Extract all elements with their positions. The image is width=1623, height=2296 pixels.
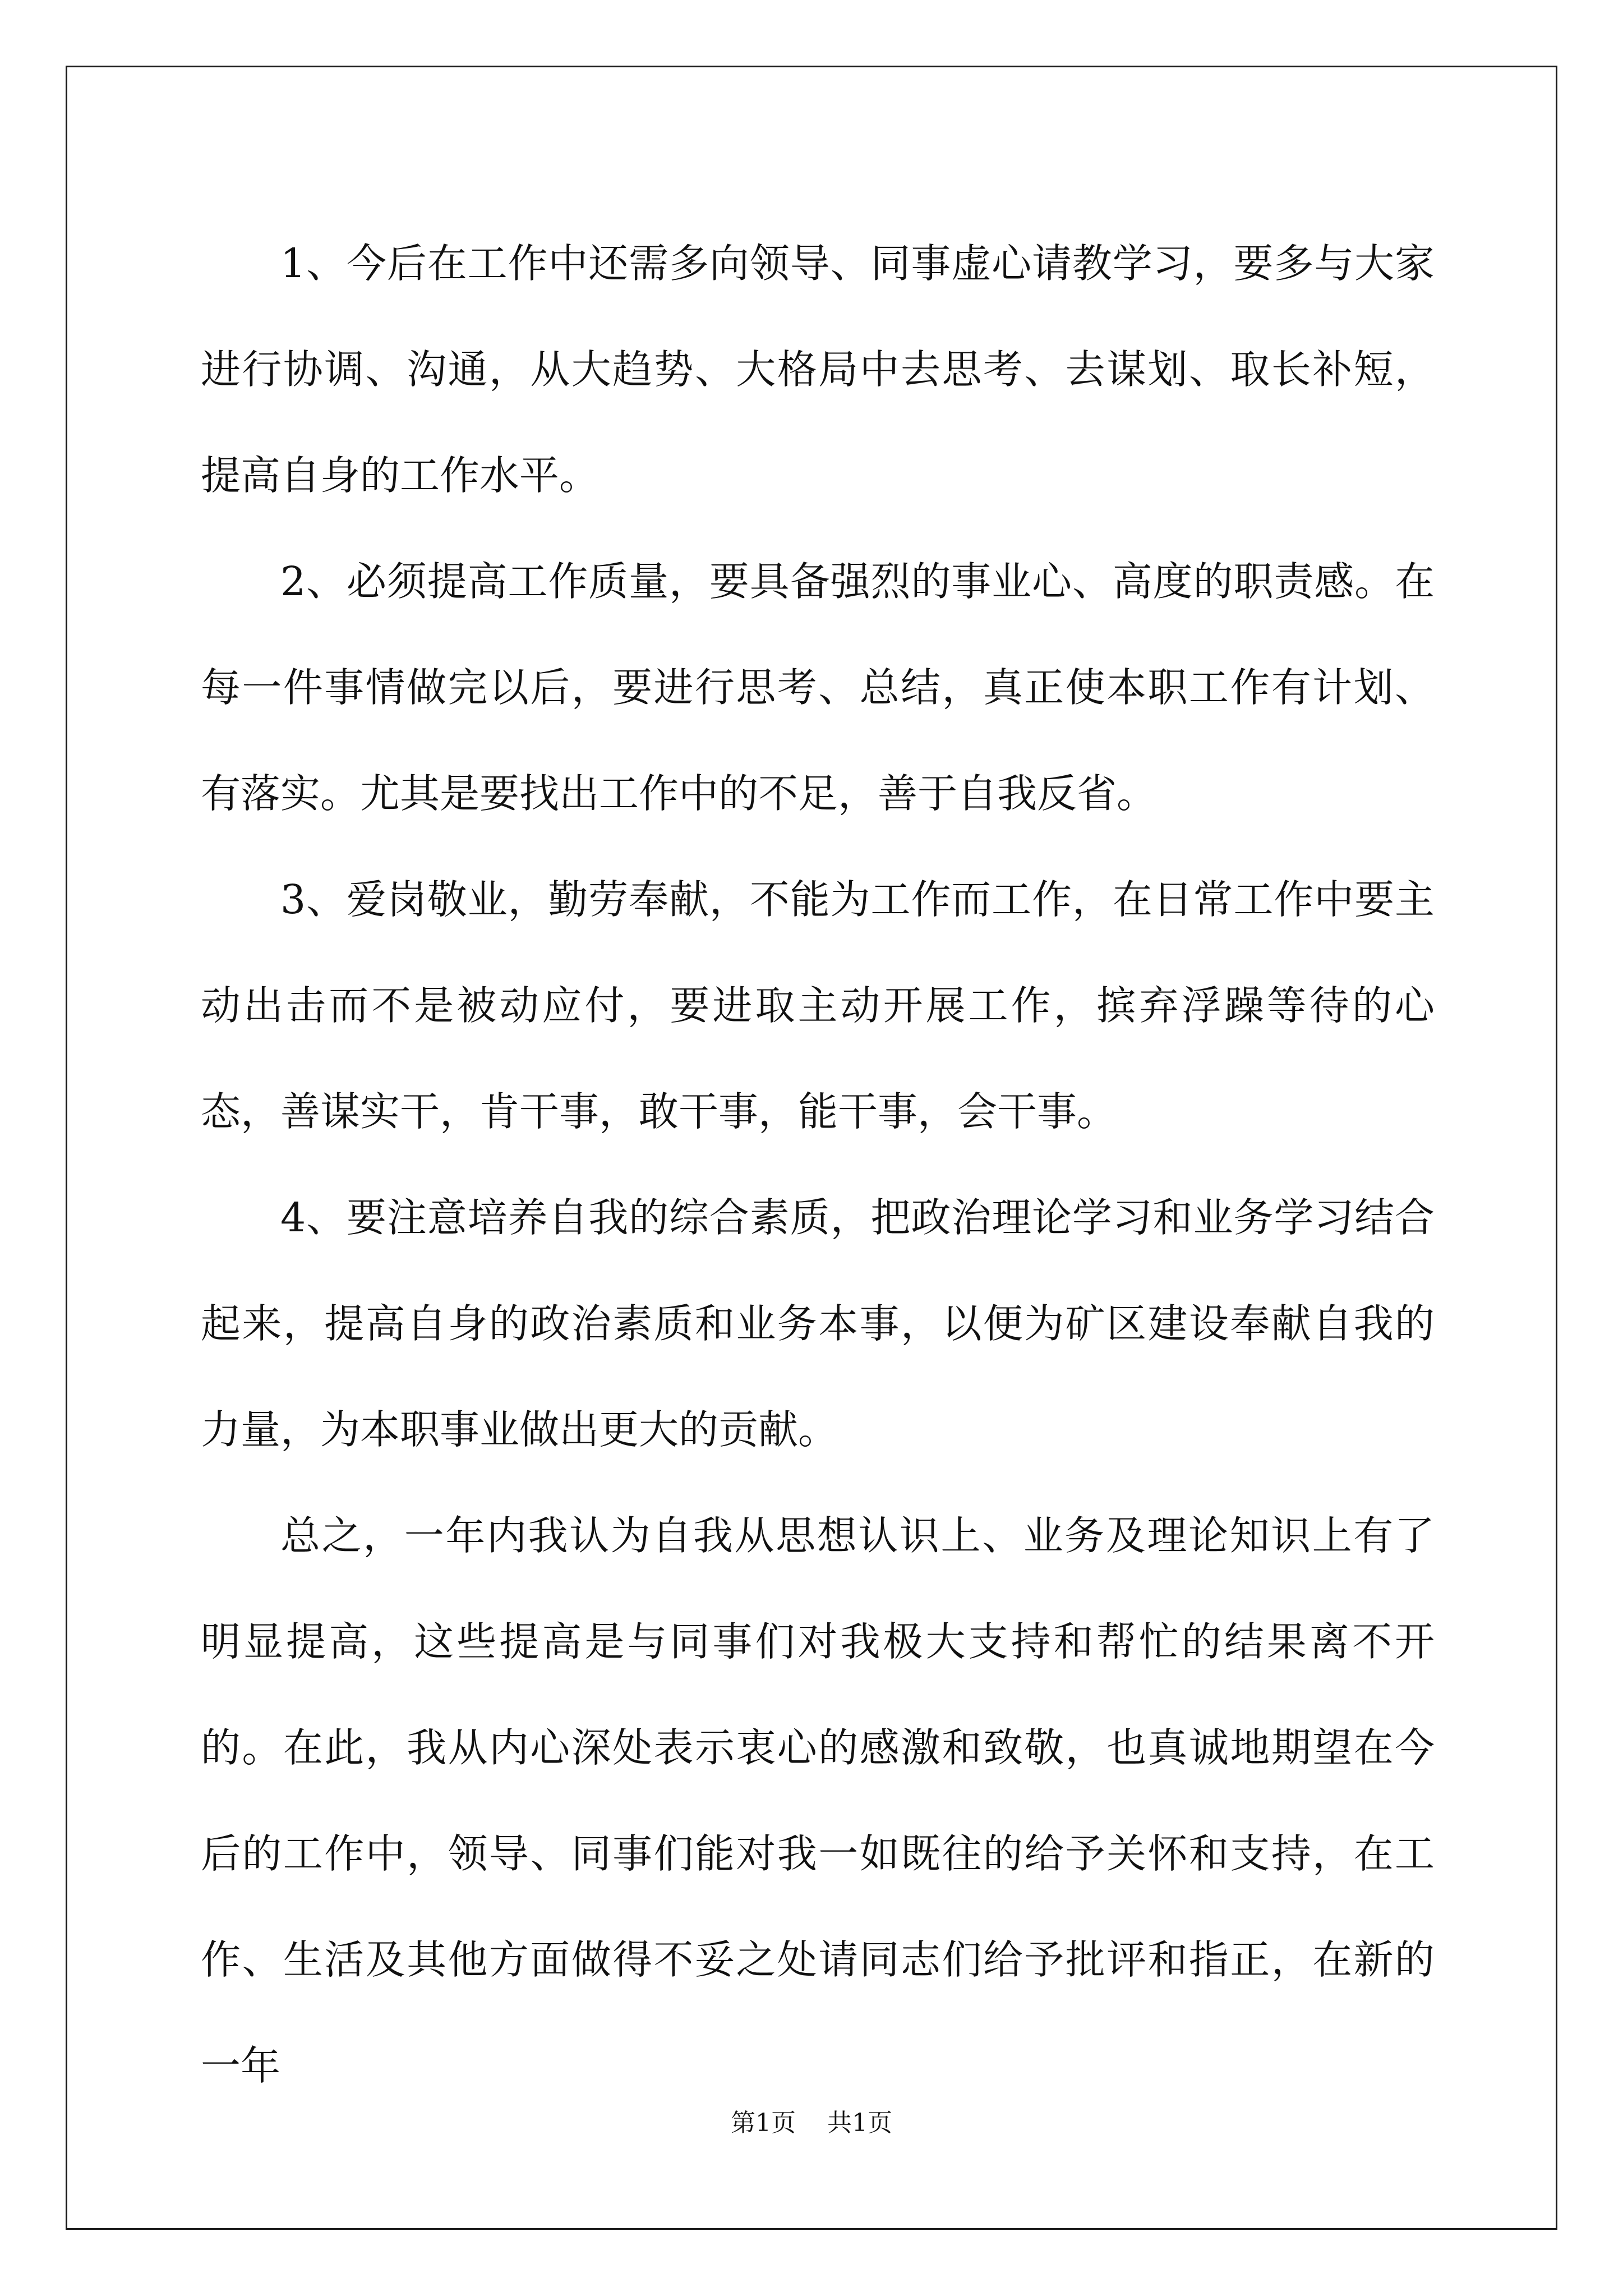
- page-footer: [0, 2102, 1623, 2138]
- page-number-total: 共1页: [827, 2109, 892, 2137]
- paragraph-5: 总之，一年内我认为自我从思想认识上、业务及理论知识上有了明显提高，这些提高是与同事们对我极大支持和帮忙的结果离不开的。在此，我从内心深处表示衷心的感激和致敬，也真诚地期望在今后的工作中，领导、同事们能对我一如既往的给予关怀和支持，在工作、生活及其他方面做得不妥之处请同志们给予批评和指正，在新的一年: [201, 1512, 1435, 2089]
- paragraph-1: 1、今后在工作中还需多向领导、同事虚心请教学习，要多与大家进行协调、沟通，从大趋势、大格局中去思考、去谋划、取长补短，提高自身的工作水平。: [201, 240, 1435, 499]
- paragraph-3: 3、爱岗敬业，勤劳奉献，不能为工作而工作，在日常工作中要主动出击而不是被动应付，要进取主动开展工作，摈弃浮躁等待的心态，善谋实干，肯干事，敢干事，能干事，会干事。: [201, 876, 1435, 1135]
- paragraph-2: 2、必须提高工作质量，要具备强烈的事业心、高度的职责感。在每一件事情做完以后，要进行思考、总结，真正使本职工作有计划、有落实。尤其是要找出工作中的不足，善于自我反省。: [201, 558, 1435, 817]
- document-body: [201, 210, 1435, 2119]
- paragraph-4: 4、要注意培养自我的综合素质，把政治理论学习和业务学习结合起来，提高自身的政治素质和业务本事，以便为矿区建设奉献自我的力量，为本职事业做出更大的贡献。: [201, 1194, 1435, 1453]
- page-number-current: 第1页: [731, 2109, 796, 2137]
